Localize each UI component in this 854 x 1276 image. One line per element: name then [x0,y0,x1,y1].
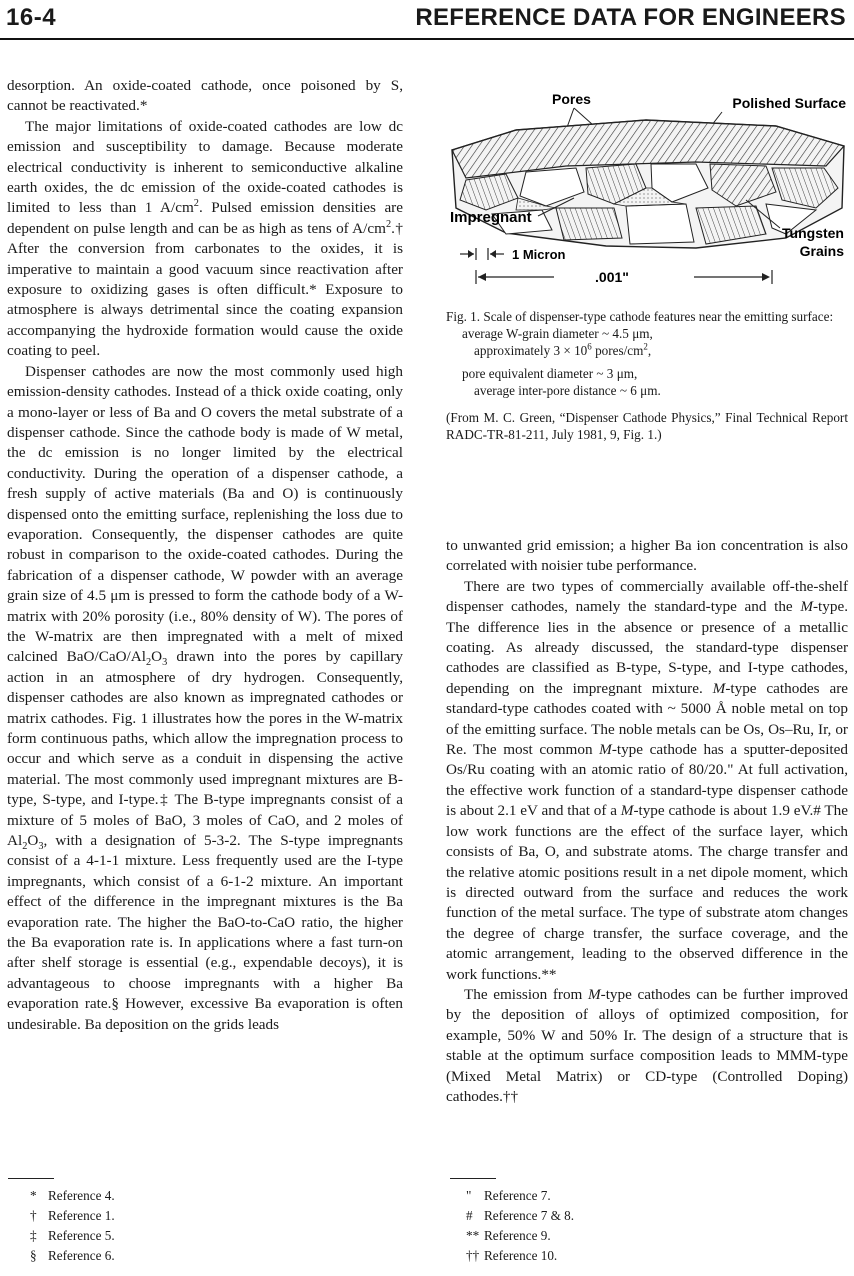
footnote: § Reference 6. [30,1248,115,1263]
footnote: # Reference 7 & 8. [466,1208,575,1223]
footnotes-right [466,1186,574,1266]
caption-line: pore equivalent diameter ~ 3 μm, [462,366,638,381]
paragraph: There are two types of commercially available off-the-shelf dispenser cathodes, namely the standard-type and the M-type. The difference lies in the absence or presence of a metallic coating. As already discussed, the standard-type dispenser cathodes are classified as B-type, S-type, and I-type cathodes, depending on the impregnant mixture. M-type cathodes are standard-type cathodes coated with ~ 5000 Å noble metal on top of the emitting surface. The noble metals can be Os, Os–Ru, Ir, or Re. The most common M-type cathode has a sputter-deposited Os/Ru coating with an atomic ratio of 80/20." At full activation, the effective work function of a standard-type dispenser cathode is about 2.1 eV and that of a M-type cathode is about 1.9 eV.# The low work functions are the effect of the surface layer, which consists of Ba, O, and substrate atoms. The charge transfer and the relative atomic positions result in a net dipole moment, which is directed outward from the surface and reduces the work function of the metal surface. The type of substrate atom changes the degree of charge transfer, the surface coverage, and the atomic arrangement, leading to the observed difference in the work functions.** [446,577,848,983]
paragraph: The emission from M-type cathodes can be further improved by the deposition of alloys of optimized composition, for example, 50% W and 50% Ir. The design of a structure that is stable at the optimum surface composition leads to MMM-type (Mixed Metal Matrix) or CD-type (Controlled Doping) cathodes.†† [446,985,848,1105]
label-1-micron: 1 Micron [512,247,566,262]
caption-text: Fig. 1. Scale of dispenser-type cathode features near the emitting surface: [446,309,834,324]
footnote-rule [450,1178,496,1179]
caption-source: (From M. C. Green, “Dispenser Cathode Physics,” Final Technical Report RADC-TR-81-211, July 1981, 9, Fig. 1.) [446,410,848,442]
footnote: ‡ Reference 5. [30,1228,115,1243]
footnote: † Reference 1. [30,1208,115,1223]
caption-line: average inter-pore distance ~ 6 μm. [474,383,661,398]
footnote: †† Reference 10. [466,1248,558,1263]
label-polished-surface: Polished Surface [732,95,846,111]
page-header [0,0,854,40]
footnote: ** Reference 9. [466,1228,551,1243]
caption-line: approximately $3 \times 10^6$ pores/$cm^2$, [474,341,652,358]
paragraph: Dispenser cathodes are now the most commonly used high emission-density cathodes. Instead of a thick oxide coating, only a mono-layer or less of Ba and O covers the metal substrate of a dispenser cathode. Since the cathode body is made of W metal, the dc emission is no longer limited by the electrical conductivity. During the operation of a dispenser cathode, a fresh supply of active materials (Ba and O) is continuously dispensed onto the emitting surface, replenishing the loss due to evaporation. Consequently, the dispenser cathodes are quite robust in comparison to the oxide-coated cathodes. During the fabrication of a dispenser cathode, W powder with an average grain size of 4.5 μm is pressed to form the cathode body of a W-matrix with 20% porosity (i.e., 80% density of W). The pores of the W-matrix are then impregnated with a melt of mixed calcined BaO/$CaO/Al_2O_3$ drawn into the pores by capillary action in an atmosphere of dry hydrogen. Consequently, dispenser cathodes are also known as impregnated cathodes or matrix cathodes. Fig. 1 illustrates how the pores in the W-matrix form continuous paths, which allow the impregnation process to occur and which serve as a conduit in dispensing the active material. The most commonly used impregnant mixtures are B-type, S-type, and I-type.‡ The B-type impregnants consist of a mixture of 5 moles of BaO, 3 moles of CaO, and 2 moles of $Al_2O_3$, with a designation of 5-3-2. The S-type impregnants consist of a 4-1-1 mixture. Less frequently used are the I-type impregnants, which consist of a 6-1-2 mixture. An important effect of the difference in the impregnant mixtures is the Ba evaporation rate. The higher the BaO-to-CaO ratio, the higher the Ba evaporation rate is. In applications where a fast turn-on after shelf storage is essential (e.g., expendable decoys), it is advantageous to choose impregnants with a higher Ba evaporation rate.§ However, excessive Ba evaporation is often undesirable. Ba deposition on the grids leads [7,362,403,1033]
caption-line: average W-grain diameter ~ 4.5 μm, [462,326,653,341]
paragraph: to unwanted grid emission; a higher Ba ion concentration is also correlated with noisier tube performance. [446,537,848,575]
label-grains: Grains [799,243,844,259]
paragraph: desorption. An oxide-coated cathode, once poisoned by S, cannot be reactivated.* [7,77,403,115]
cathode-surface-illustration [446,88,848,298]
label-pores: Pores [552,91,591,107]
footnote: * Reference 4. [30,1188,115,1203]
page-number: 16-4 [6,4,57,31]
paragraph: The major limitations of oxide-coated cathodes are low dc emission and susceptibility to damage. Because moderate electrical conductivity is inherent to semiconductive alkaline earth oxides, the dc emission of the oxide-coated cathodes is limited to less than 1 $A/cm^2$. Pulsed emission densities are dependent on pulse length and can be as high as tens of $A/cm^2.\dagger$ After the conversion from carbonates to the oxides, it is imperative to maintain a good vacuum since reactivation after exposure to oxidizing gases is often difficult.* Exposure to atmosphere is always detrimental since the coating expansion accompanying the hydroxide formation would cause the oxide coating to peel. [7,117,404,360]
label-impregnant: Impregnant [450,209,532,226]
left-column [7,76,403,1035]
right-column [446,536,848,1107]
figure-1 [446,88,848,298]
footnotes-left [30,1186,115,1266]
running-title: REFERENCE DATA FOR ENGINEERS [415,4,846,31]
figure-caption [446,308,848,443]
label-001-inch: .001" [595,269,629,285]
footnote: " Reference 7. [466,1188,551,1203]
label-tungsten: Tungsten [782,225,844,241]
footnote-rule [8,1178,54,1179]
